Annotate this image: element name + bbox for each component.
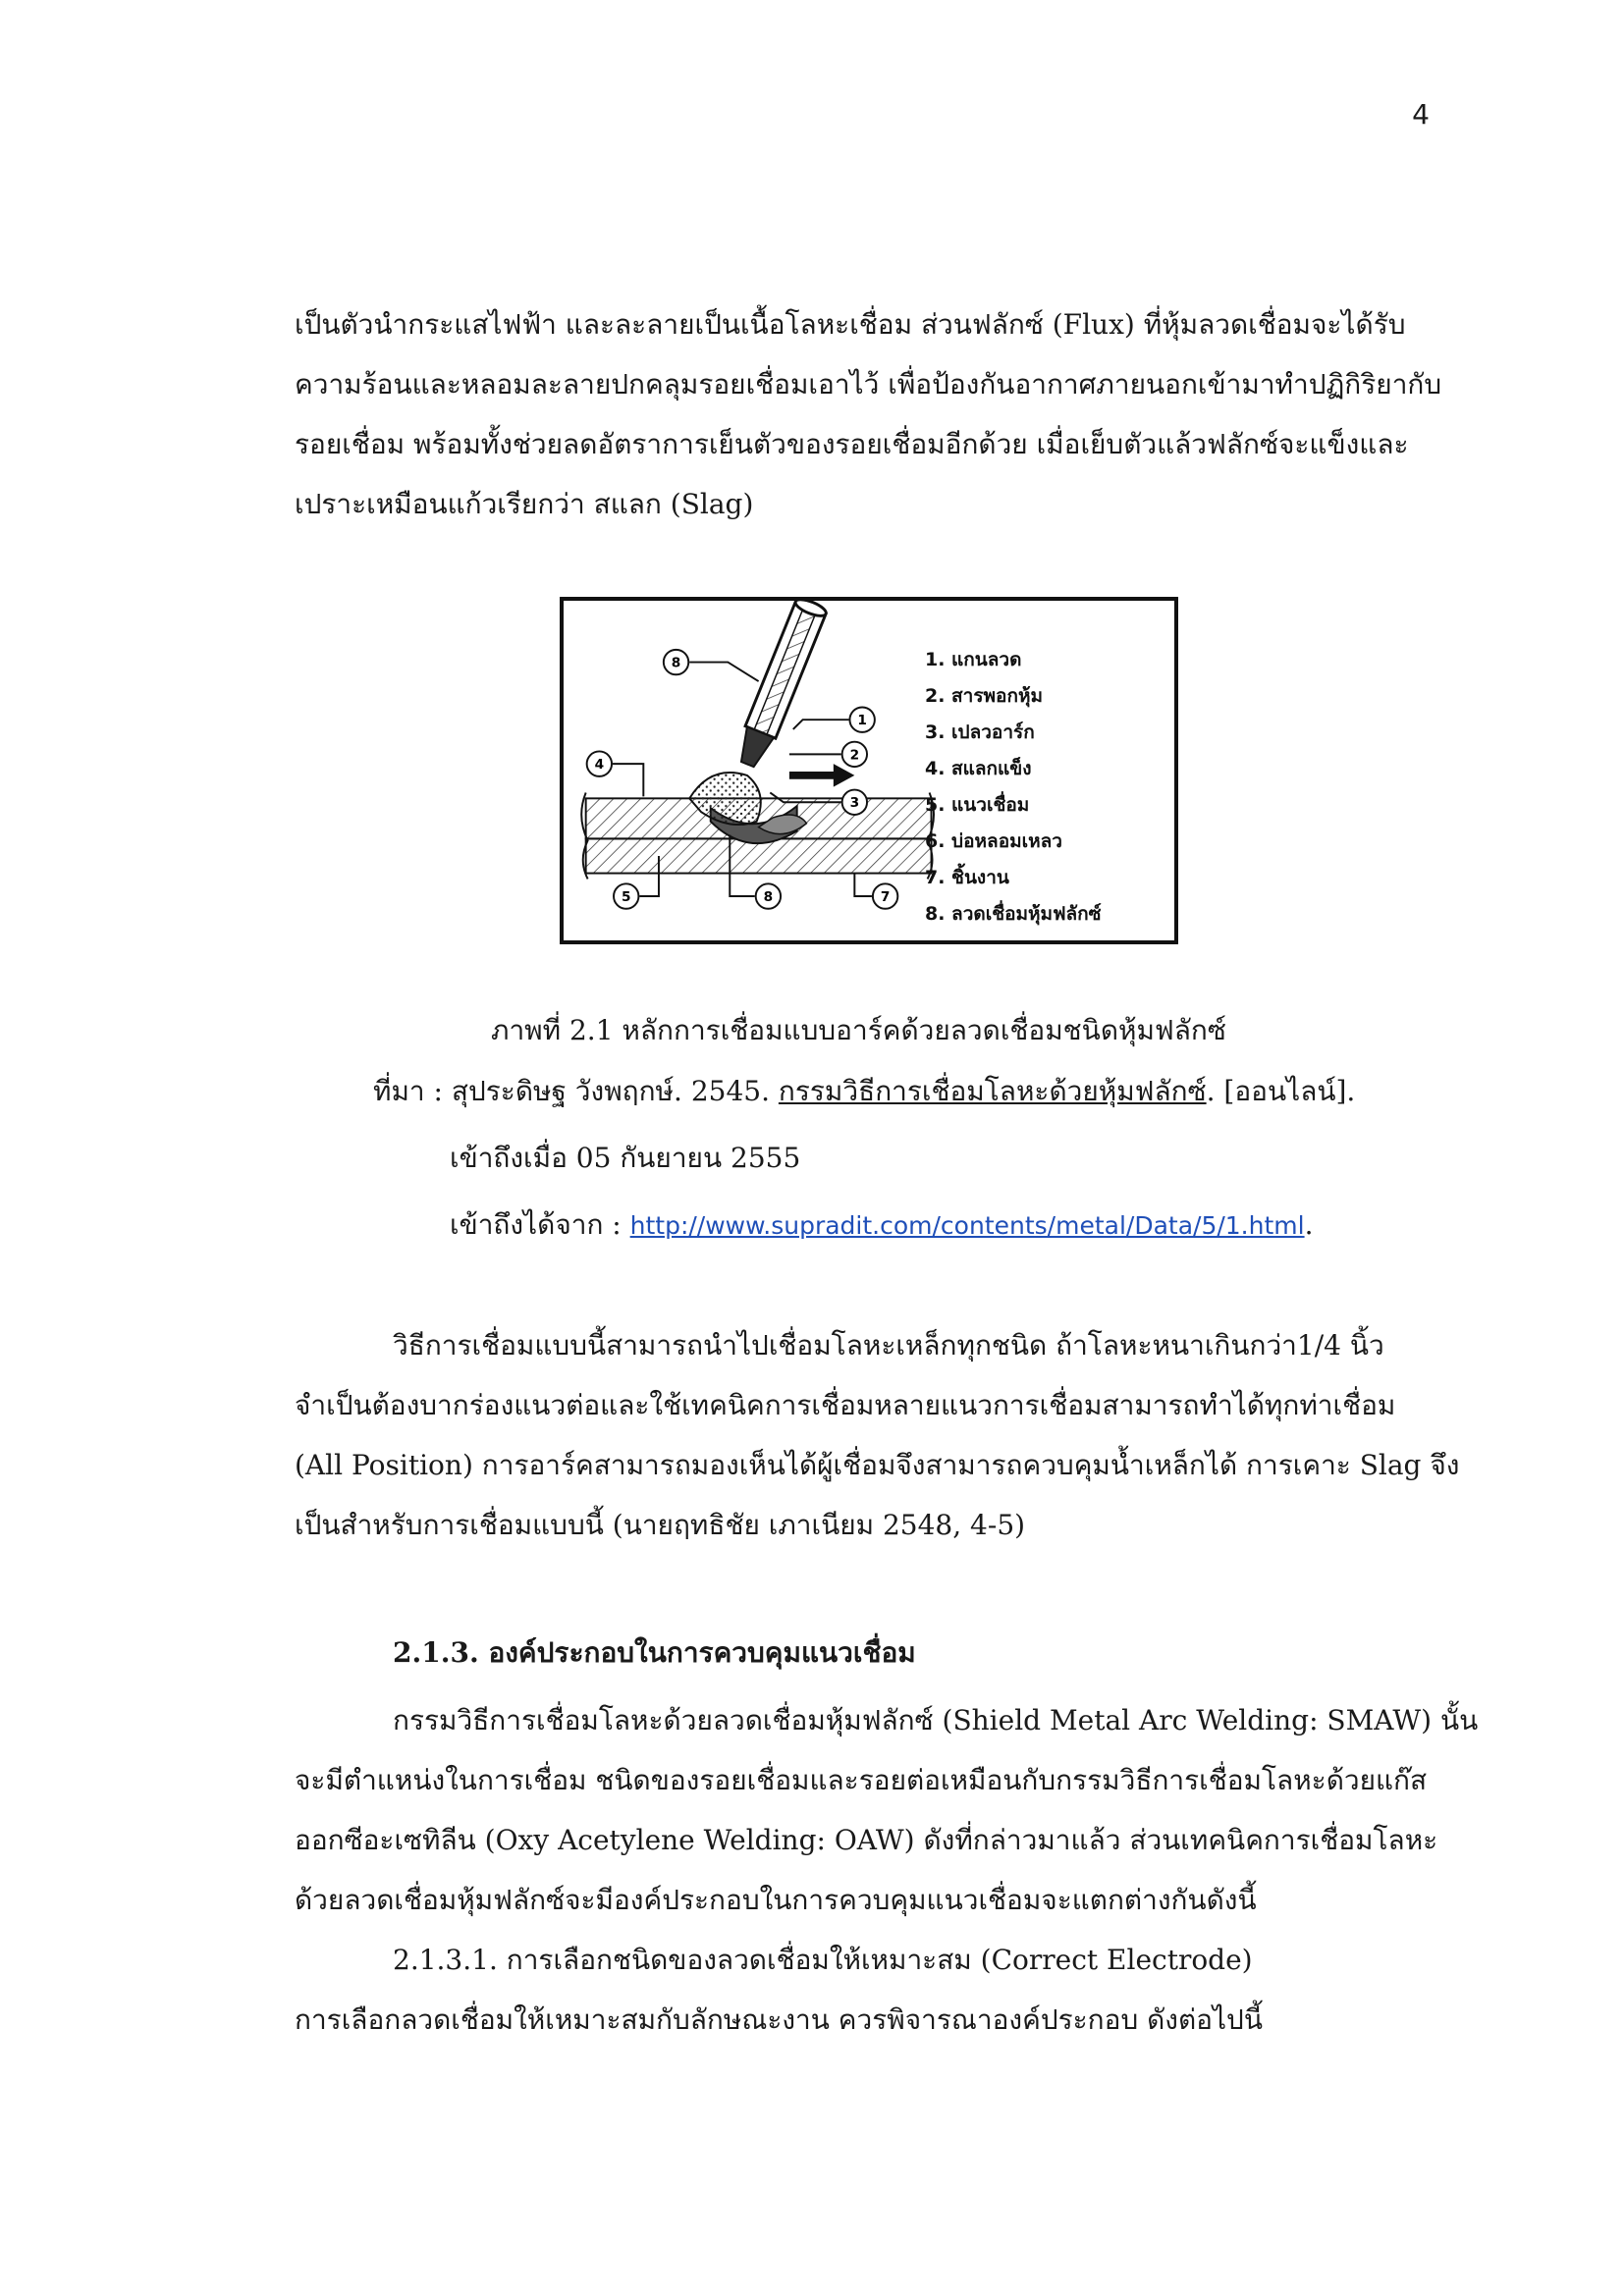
callout-3 (842, 790, 867, 815)
paragraph-line: กรรมวิธีการเชื่อมโลหะด้วยลวดเชื่อมหุ้มฟลักซ์ (Shield Metal Arc Welding: SMAW) นั้น (393, 1704, 1479, 1736)
paragraph-line: จะมีตำแหน่งในการเชื่อม ชนิดของรอยเชื่อมและรอยต่อเหมือนกับกรรมวิธีการเชื่อมโลหะด้วยแก๊ส (295, 1764, 1428, 1796)
svg-text:3: 3 (849, 795, 860, 812)
callout-5 (614, 883, 638, 908)
callout-8-bottom (756, 883, 781, 908)
callout-7 (873, 883, 897, 908)
legend-item: 3. เปลวอาร์ก (925, 721, 1035, 743)
source-available-prefix: เข้าถึงได้จาก : (450, 1208, 630, 1241)
source-citation (373, 1070, 1355, 1113)
legend-item: 7. ชิ้นงาน (925, 867, 1009, 888)
svg-text:5: 5 (621, 888, 631, 905)
legend-item: 8. ลวดเชื่อมหุ้มฟลักซ์ (925, 903, 1102, 925)
electrode (732, 601, 828, 771)
paragraph-line: รอยเชื่อม พร้อมทั้งช่วยลดอัตราการเย็นตัวของรอยเชื่อมอีกด้วย เมื่อเย็บตัวแล้วฟลักซ์จะแข็งและ (295, 428, 1409, 460)
callout-1 (849, 707, 874, 731)
paragraph-line: ด้วยลวดเชื่อมหุ้มฟลักซ์จะมีองค์ประกอบในการควบคุมแนวเชื่อมจะแตกต่างกันดังนี้ (295, 1884, 1257, 1916)
svg-text:8: 8 (671, 655, 681, 671)
welding-diagram (560, 597, 1178, 944)
paragraph-line: ความร้อนและหลอมละลายปกคลุมรอยเชื่อมเอาไว้ เพื่อป้องกันอากาศภายนอกเข้ามาทำปฏิกิริยากับ (295, 368, 1442, 400)
source-title: กรรมวิธีการเชื่อมโลหะด้วยหุ้มฟลักซ์ (778, 1075, 1207, 1107)
legend-item: 1. แกนลวด (925, 649, 1022, 670)
paragraph-line: เปราะเหมือนแก้วเรียกว่า สแลก (Slag) (295, 488, 754, 520)
legend-item: 2. สารพอกหุ้ม (925, 685, 1044, 707)
svg-text:8: 8 (763, 888, 774, 905)
svg-text:1: 1 (857, 713, 867, 729)
paragraph-line: การเลือกลวดเชื่อมให้เหมาะสมกับลักษณะงาน ควรพิจารณาองค์ประกอบ ดังต่อไปนี้ (295, 2003, 1263, 2036)
section-heading: 2.1.3. องค์ประกอบในการควบคุมแนวเชื่อม (393, 1636, 916, 1669)
direction-arrow (789, 764, 854, 786)
source-url-link[interactable]: http://www.supradit.com/contents/metal/Data/5/1.html (629, 1211, 1305, 1240)
page-number: 4 (1412, 98, 1430, 131)
figure-caption: ภาพที่ 2.1 หลักการเชื่อมแบบอาร์คด้วยลวดเชื่อมชนิดหุ้มฟลักซ์ (491, 1014, 1226, 1046)
svg-text:4: 4 (594, 757, 605, 774)
intro-paragraph (295, 294, 1442, 534)
callout-2 (842, 742, 867, 767)
paragraph-line: เป็นตัวนำกระแสไฟฟ้า และละลายเป็นเนื้อโลหะเชื่อม ส่วนฟลักซ์ (Flux) ที่หุ้มลวดเชื่อมจะได้รับ (295, 308, 1406, 341)
legend-item: 4. สแลกแข็ง (925, 758, 1032, 779)
source-prefix: ที่มา : สุประดิษฐ วังพฤกษ์. 2545. (373, 1075, 779, 1107)
legend-item: 5. แนวเชื่อม (925, 794, 1030, 816)
svg-text:7: 7 (880, 888, 891, 905)
paragraph-line: จำเป็นต้องบากร่องแนวต่อและใช้เทคนิคการเชื่อมหลายแนวการเชื่อมสามารถทำได้ทุกท่าเชื่อม (295, 1389, 1396, 1421)
source-url-line (450, 1203, 1313, 1247)
source-suffix: . [ออนไลน์]. (1206, 1075, 1356, 1107)
paragraph-line: เป็นสำหรับการเชื่อมแบบนี้ (นายฤทธิชัย เภาเนียม 2548, 4-5) (295, 1509, 1026, 1541)
svg-text:2: 2 (849, 747, 860, 764)
source-accessed-date: เข้าถึงเมื่อ 05 กันยายน 2555 (450, 1142, 801, 1174)
callout-8-top (664, 650, 688, 674)
welding-paragraph (295, 1315, 1460, 1555)
paragraph-line: (All Position) การอาร์คสามารถมองเห็นได้ผู้เชื่อมจึงสามารถควบคุมน้ำเหล็กได้ การเคาะ Slag จึง (295, 1449, 1460, 1481)
callout-4 (587, 751, 612, 775)
paragraph-line: วิธีการเชื่อมแบบนี้สามารถนำไปเชื่อมโลหะเหล็กทุกชนิด ถ้าโลหะหนาเกินกว่า1/4 นิ้ว (393, 1329, 1384, 1362)
diagram-legend (925, 642, 1102, 933)
source-url-suffix: . (1304, 1208, 1314, 1241)
paragraph-line: ออกซีอะเซทิลีน (Oxy Acetylene Welding: OAW) ดังที่กล่าวมาแล้ว ส่วนเทคนิคการเชื่อมโลหะ (295, 1824, 1438, 1856)
subsection-heading: 2.1.3.1. การเลือกชนิดของลวดเชื่อมให้เหมาะสม (Correct Electrode) (393, 1944, 1253, 1976)
legend-item: 6. บ่อหลอมเหลว (925, 830, 1062, 852)
section-paragraph (295, 1690, 1479, 2050)
